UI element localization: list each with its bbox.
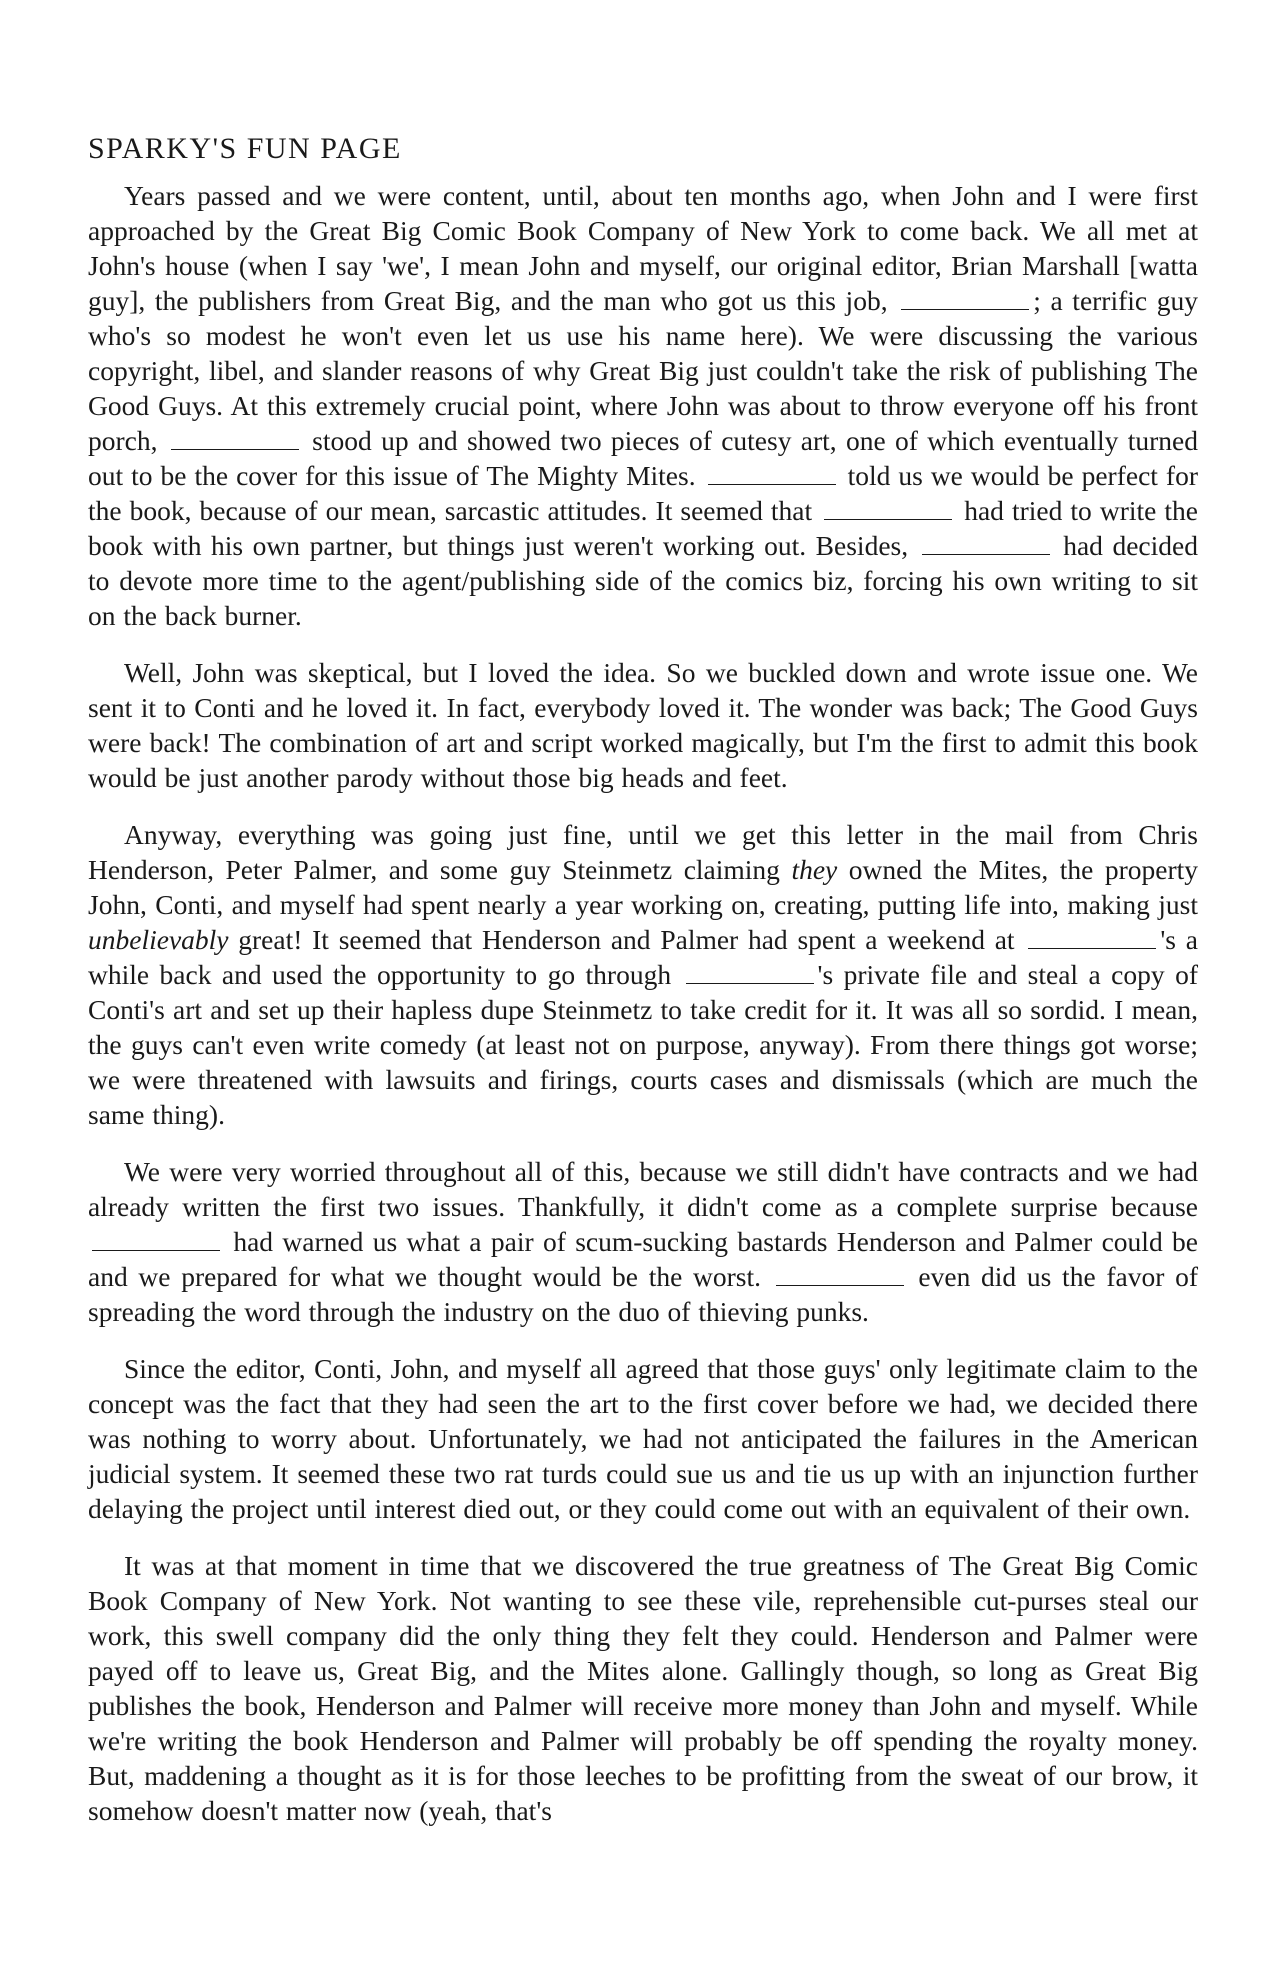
redacted-name-blank — [708, 462, 836, 485]
redacted-name-blank — [171, 427, 299, 450]
text-run: owned the Mites, the property John, Conti, and myself had spent nearly a year working on, creating, putting life into, making just — [88, 854, 1198, 920]
document-page — [88, 130, 1198, 1850]
emphasis-text: they — [791, 854, 838, 885]
text-run: Years passed and we were content, until, about ten months ago, when John and I were first approached by the Great Big Comic Book Company of New York to come back. We all met at John's house (when I say 'we', I mean John and myself, our original editor, Brian Marshall [watta guy], the publishers from Great Big, and the man who got us this job, — [88, 180, 1198, 316]
emphasis-text: unbelievably — [88, 924, 229, 955]
page-heading: SPARKY'S FUN PAGE — [88, 132, 402, 165]
text-run: 's private file and steal a copy of Conti's art and set up their hapless dupe Steinmetz to take credit for it. It was all so sordid. I mean, the guys can't even write comedy (at least not on purpose, anyway). From there things got worse; we were threatened with lawsuits and firings, courts cases and dismissals (which are much the same thing). — [88, 959, 1198, 1130]
text-run: stood up and showed two pieces of cutesy art, one of which eventually turned out to be the cover for this issue of The Mighty Mites. — [88, 425, 1198, 491]
text-run: Since the editor, Conti, John, and myself all agreed that those guys' only legitimate claim to the concept was the fact that they had seen the art to the first cover before we had, we decided there was nothing to worry about. Unfortunately, we had not anticipated the failures in the American judicial system. It seemed these two rat turds could sue us and tie us up with an injunction further delaying the project until interest died out, or they could come out with an equivalent of their own. — [88, 1353, 1198, 1524]
text-run: had decided to devote more time to the agent/publishing side of the comics biz, forcing his own writing to sit on the back burner. — [88, 530, 1198, 631]
paragraph — [88, 655, 1198, 795]
redacted-name-blank — [901, 287, 1029, 310]
text-run: We were very worried throughout all of this, because we still didn't have contracts and we had already written the first two issues. Thankfully, it didn't come as a complete surprise because — [88, 1156, 1198, 1222]
redacted-name-blank — [824, 497, 952, 520]
paragraph — [88, 817, 1198, 1132]
body-text — [88, 178, 1198, 1828]
paragraph — [88, 178, 1198, 633]
text-run: had tried to write the book with his own partner, but things just weren't working out. Besides, — [88, 495, 1198, 561]
text-run: had warned us what a pair of scum-sucking bastards Henderson and Palmer could be and we prepared for what we thought would be the worst. — [88, 1226, 1198, 1292]
text-run: told us we would be perfect for the book, because of our mean, sarcastic attitudes. It seemed that — [88, 460, 1198, 526]
redacted-name-blank — [776, 1263, 904, 1286]
text-run: even did us the favor of spreading the word through the industry on the duo of thieving punks. — [88, 1261, 1199, 1327]
text-run: ; a terrific guy who's so modest he won't even let us use his name here). We were discussing the various copyright, libel, and slander reasons of why Great Big just couldn't take the risk of publishing The Good Guys. At this extremely crucial point, where John was about to throw everyone off his front porch, — [88, 285, 1198, 456]
paragraph — [88, 1548, 1198, 1828]
text-run: Well, John was skeptical, but I loved the idea. So we buckled down and wrote issue one. We sent it to Conti and he loved it. In fact, everybody loved it. The wonder was back; The Good Guys were back! The combination of art and script worked magically, but I'm the first to admit this book would be just another parody without those big heads and feet. — [88, 657, 1198, 793]
redacted-name-blank — [92, 1228, 220, 1251]
redacted-name-blank — [922, 532, 1050, 555]
paragraph — [88, 1351, 1198, 1526]
redacted-name-blank — [686, 961, 814, 984]
text-run: great! It seemed that Henderson and Palmer had spent a weekend at — [228, 924, 1025, 955]
text-run: It was at that moment in time that we discovered the true greatness of The Great Big Comic Book Company of New York. Not wanting to see these vile, reprehensible cut-purses steal our work, this swell company did the only thing they felt they could. Henderson and Palmer were payed off to leave us, Great Big, and the Mites alone. Gallingly though, so long as Great Big publishes the book, Henderson and Palmer will receive more money than John and myself. While we're writing the book Henderson and Palmer will probably be off spending the royalty money. But, maddening a thought as it is for those leeches to be profitting from the sweat of our brow, it somehow doesn't matter now (yeah, that's — [88, 1550, 1198, 1826]
redacted-name-blank — [1028, 926, 1156, 949]
text-run: 's a while back and used the opportunity to go through — [88, 924, 1198, 990]
paragraph — [88, 1154, 1198, 1329]
text-run: Anyway, everything was going just fine, until we get this letter in the mail from Chris Henderson, Peter Palmer, and some guy Steinmetz claiming — [88, 819, 1198, 885]
